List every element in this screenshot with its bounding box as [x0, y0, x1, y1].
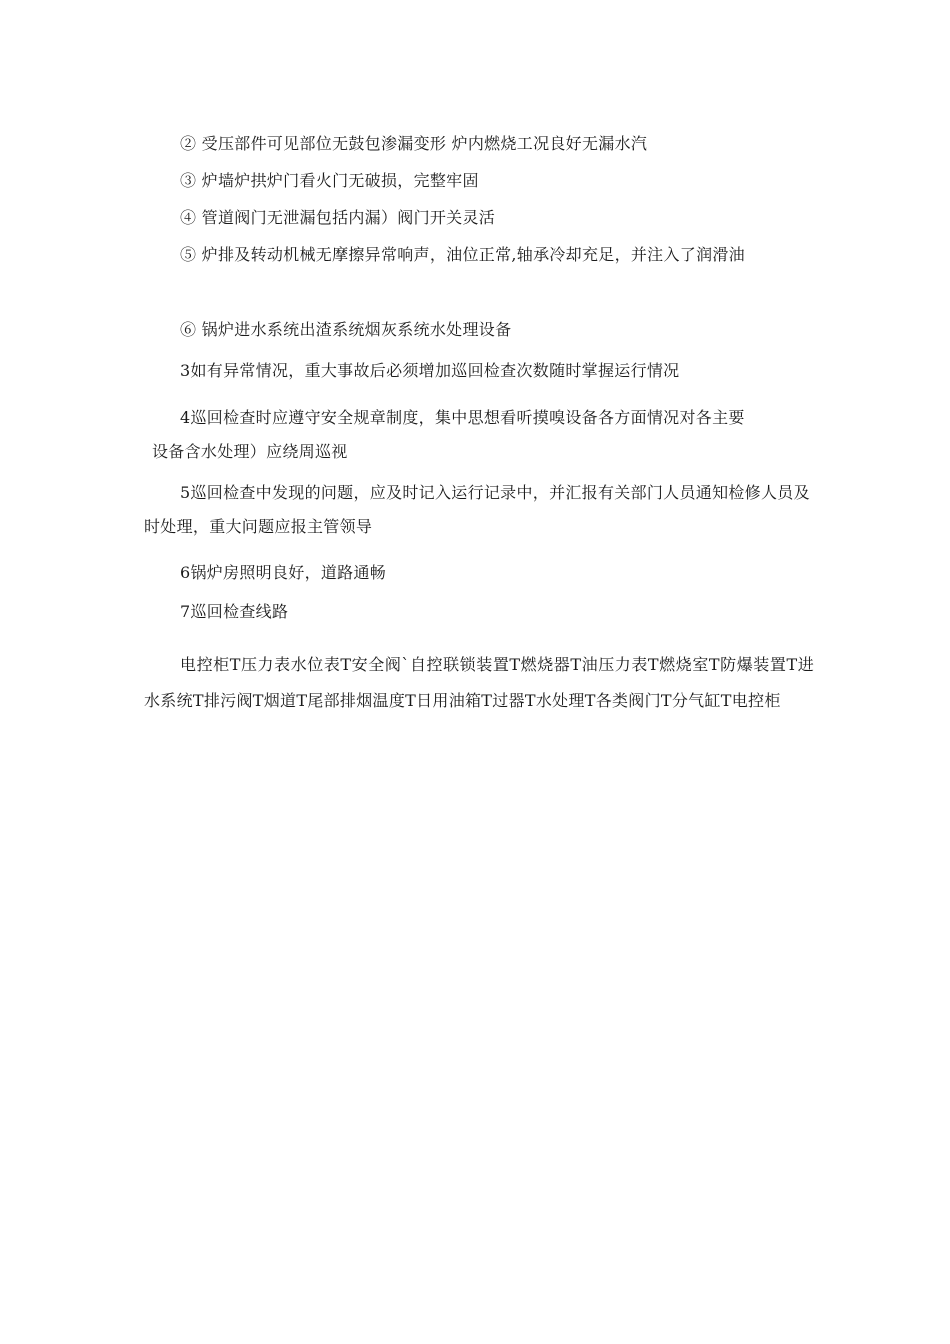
paragraph-item-3: ③ 炉墙炉拱炉门看火门无破损，完整牢固 — [180, 171, 479, 190]
paragraph-point-7: 7巡回检查线路 — [180, 602, 289, 621]
inspection-route-text: 电控柜T压力表水位表T安全阀`自控联锁装置T燃烧器T油压力表T燃烧室T防爆装置T进水系统T排污阀T烟道T尾部排烟温度T日用油箱T过器T水处理T各类阀门T分气缸T电控柜 — [144, 655, 814, 710]
paragraph-point-4-line-2: 设备含水处理）应绕周巡视 — [152, 442, 348, 461]
paragraph-point-6: 6锅炉房照明良好，道路通畅 — [180, 563, 387, 582]
paragraph-point-4 — [144, 401, 814, 469]
paragraph-point-3: 3如有异常情况，重大事故后必须增加巡回检查次数随时掌握运行情况 — [180, 361, 680, 380]
paragraph-point-5: 5巡回检查中发现的问题，应及时记入运行记录中，并汇报有关部门人员通知检修人员及时处理，重大问题应报主管领导 — [144, 483, 810, 536]
paragraph-item-6: ⑥ 锅炉进水系统出渣系统烟灰系统水处理设备 — [180, 320, 512, 339]
paragraph-item-4: ④ 管道阀门无泄漏包括内漏）阀门开关灵活 — [180, 208, 496, 227]
paragraph-item-2: ② 受压部件可见部位无鼓包渗漏变形 炉内燃烧工况良好无漏水汽 — [180, 134, 648, 153]
paragraph-point-4-line-1: 4巡回检查时应遵守安全规章制度，集中思想看听摸嗅设备各方面情况对各主要 — [180, 408, 745, 427]
paragraph-item-5: ⑤ 炉排及转动机械无摩擦异常响声，油位正常,轴承冷却充足，并注入了润滑油 — [180, 245, 745, 264]
